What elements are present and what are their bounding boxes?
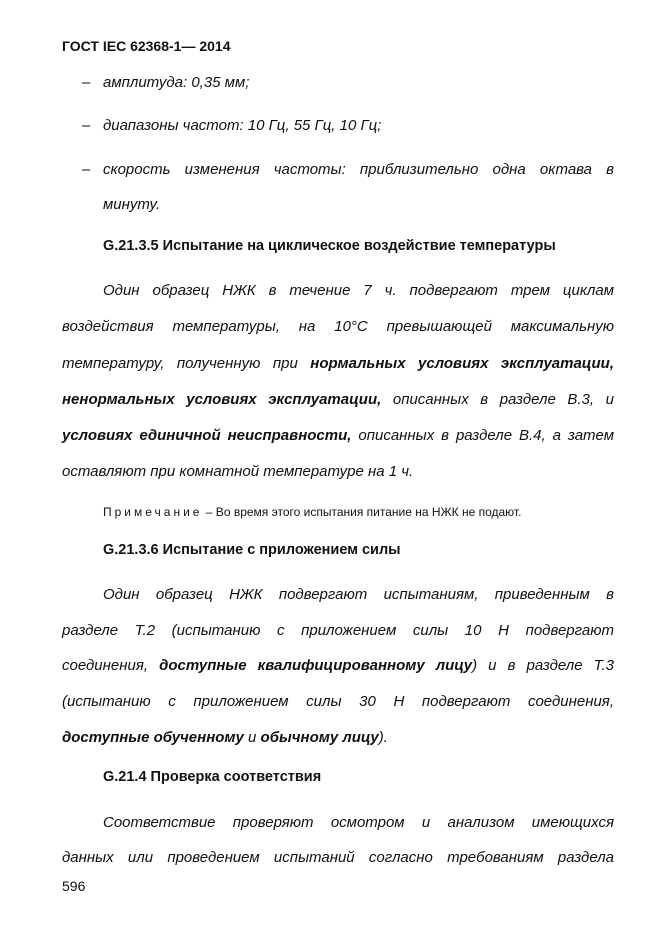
paragraph-line (62, 656, 614, 676)
list-item-rate: скорость изменения частоты: приблизительно одна октава в (103, 161, 614, 178)
paragraph-line (62, 426, 614, 446)
list-item-frequency: диапазоны частот: 10 Гц, 55 Гц, 10 Гц; (103, 117, 382, 134)
list-item-amplitude: амплитуда: 0,35 мм; (103, 74, 250, 91)
list-dash: – (82, 117, 91, 134)
paragraph-line (62, 354, 614, 374)
text-span: соединения, (62, 657, 160, 674)
page-number: 596 (62, 878, 86, 894)
paragraph-line: (испытанию с приложением силы 30 Н подвергают соединения, (62, 693, 614, 710)
term-single-fault: условиях единичной неисправности, (62, 427, 352, 444)
text-span: и (243, 729, 261, 746)
term-instructed-person: доступные обученному (62, 729, 244, 746)
term-normal-conditions: нормальных условиях эксплуатации, (310, 355, 614, 372)
text-span: ). (378, 729, 388, 746)
section-heading-g21-4: G.21.4 Проверка соответствия (103, 769, 322, 785)
paragraph-line (62, 728, 614, 748)
paragraph-line: Один образец НЖК подвергают испытаниям, приведенным в (103, 586, 614, 603)
list-dash: – (82, 74, 91, 91)
term-abnormal-conditions: ненормальных условиях эксплуатации, (62, 391, 382, 408)
term-ordinary-person: обычному лицу (260, 729, 379, 746)
term-skilled-person: доступные квалифицированному лицу (159, 657, 473, 674)
list-dash: – (82, 161, 91, 178)
paragraph-line: Один образец НЖК в течение 7 ч. подвергают трем циклам (103, 282, 614, 299)
section-heading-g21-3-6: G.21.3.6 Испытание с приложением силы (103, 542, 401, 558)
note-text: – Во время этого испытания питание на НЖК не подают. (202, 505, 522, 519)
paragraph-line: Соответствие проверяют осмотром и анализом имеющихся (103, 814, 614, 831)
section-heading-g21-3-5: G.21.3.5 Испытание на циклическое воздействие температуры (103, 238, 556, 254)
note (103, 505, 521, 519)
document-header: ГОСТ IEC 62368-1— 2014 (62, 38, 231, 54)
text-span: описанных в разделе В.3, и (381, 391, 614, 408)
paragraph-line (62, 390, 614, 410)
text-span: температуру, полученную при (62, 355, 311, 372)
note-label: Примечание (103, 505, 203, 519)
paragraph-line: разделе Т.2 (испытанию с приложением силы 10 Н подвергают (62, 622, 614, 639)
text-span: описанных в разделе В.4, а затем (351, 427, 614, 444)
paragraph-line: данных или проведением испытаний согласно требованиям раздела (62, 849, 614, 866)
list-item-rate-cont: минуту. (103, 196, 161, 213)
text-span: ) и в разделе Т.3 (472, 657, 614, 674)
paragraph-line: оставляют при комнатной температуре на 1 ч. (62, 463, 414, 480)
paragraph-line: воздействия температуры, на 10°С превышающей максимальную (62, 318, 614, 335)
